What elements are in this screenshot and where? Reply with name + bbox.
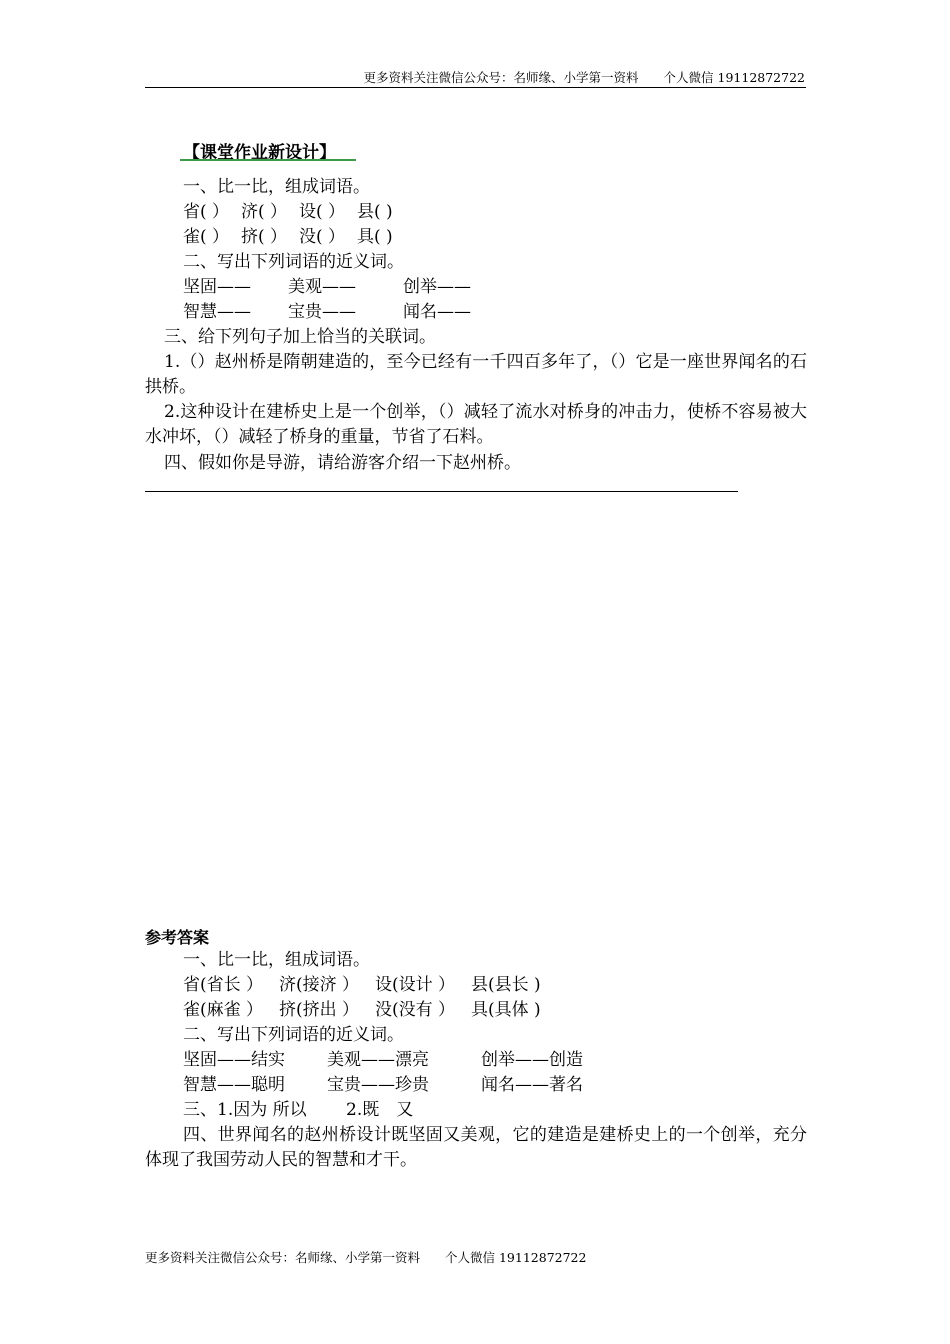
synonym-item: 智慧—— [183,302,251,322]
answer-item: 挤(挤出 ） [279,1000,360,1020]
answer-item: 没(没有 ） [375,1000,456,1020]
question-3-sentence-1: 1.（）赵州桥是隋朝建造的，至今已经有一千四百多年了，（）它是一座世界闻名的石拱桥。 [145,352,807,397]
synonym-item: 宝贵—— [288,302,356,322]
blank-item: 济( ） [241,202,288,222]
blank-item: 挤( ） [241,227,288,247]
answer-item: 省(省长 ） [183,975,264,995]
answer-item: 美观——漂亮 [327,1050,429,1070]
answers-title: 参考答案 [145,928,210,947]
blank-item: 设( ） [299,202,346,222]
question-3-sentence-2: 2.这种设计在建桥史上是一个创举，（）减轻了流水对桥身的冲击力，使桥不容易被大水冲坏，（）减轻了桥身的重量，节省了石料。 [145,402,807,447]
synonym-item: 闻名—— [403,302,471,322]
answer-item: 坚固——结实 [183,1050,285,1070]
answer-item: 闻名——著名 [481,1075,583,1095]
blank-item: 具( ) [357,227,393,247]
answer-item: 济(接济 ） [279,975,360,995]
answer-item: 县(县长 ) [471,975,541,995]
question-2-title: 二、写出下列词语的近义词。 [183,252,404,272]
answer-item: 智慧——聪明 [183,1075,285,1095]
synonym-item: 创举—— [403,277,471,297]
blank-item: 县( ) [357,202,393,222]
answer-2-title: 二、写出下列词语的近义词。 [183,1025,404,1045]
blank-item: 省( ） [183,202,230,222]
answer-writing-line[interactable] [145,491,738,492]
answer-4: 四、世界闻名的赵州桥设计既坚固又美观，它的建造是建桥史上的一个创举，充分体现了我国劳动人民的智慧和才干。 [145,1125,807,1170]
section-title: 【课堂作业新设计】 [183,143,336,163]
answer-3: 三、1.因为 所以 2.既 又 [183,1100,414,1120]
synonym-item: 美观—— [288,277,356,297]
question-1-title: 一、比一比，组成词语。 [183,177,370,197]
header-rule [145,87,806,88]
blank-item: 没( ） [299,227,346,247]
answer-1-title: 一、比一比，组成词语。 [183,950,370,970]
question-3-title: 三、给下列句子加上恰当的关联词。 [164,327,436,347]
answer-item: 具(具体 ) [471,1000,541,1020]
question-4-title: 四、假如你是导游，请给游客介绍一下赵州桥。 [164,453,521,473]
page-footer: 更多资料关注微信公众号：名师缘、小学第一资料 个人微信 19112872722 [145,1250,587,1265]
answer-item: 雀(麻雀 ） [183,1000,264,1020]
section-title-underline [180,159,356,161]
synonym-item: 坚固—— [183,277,251,297]
blank-item: 雀( ） [183,227,230,247]
page-header: 更多资料关注微信公众号：名师缘、小学第一资料 个人微信 19112872722 [363,70,805,85]
answer-item: 创举——创造 [481,1050,583,1070]
answer-item: 宝贵——珍贵 [327,1075,429,1095]
answer-item: 设(设计 ） [375,975,456,995]
